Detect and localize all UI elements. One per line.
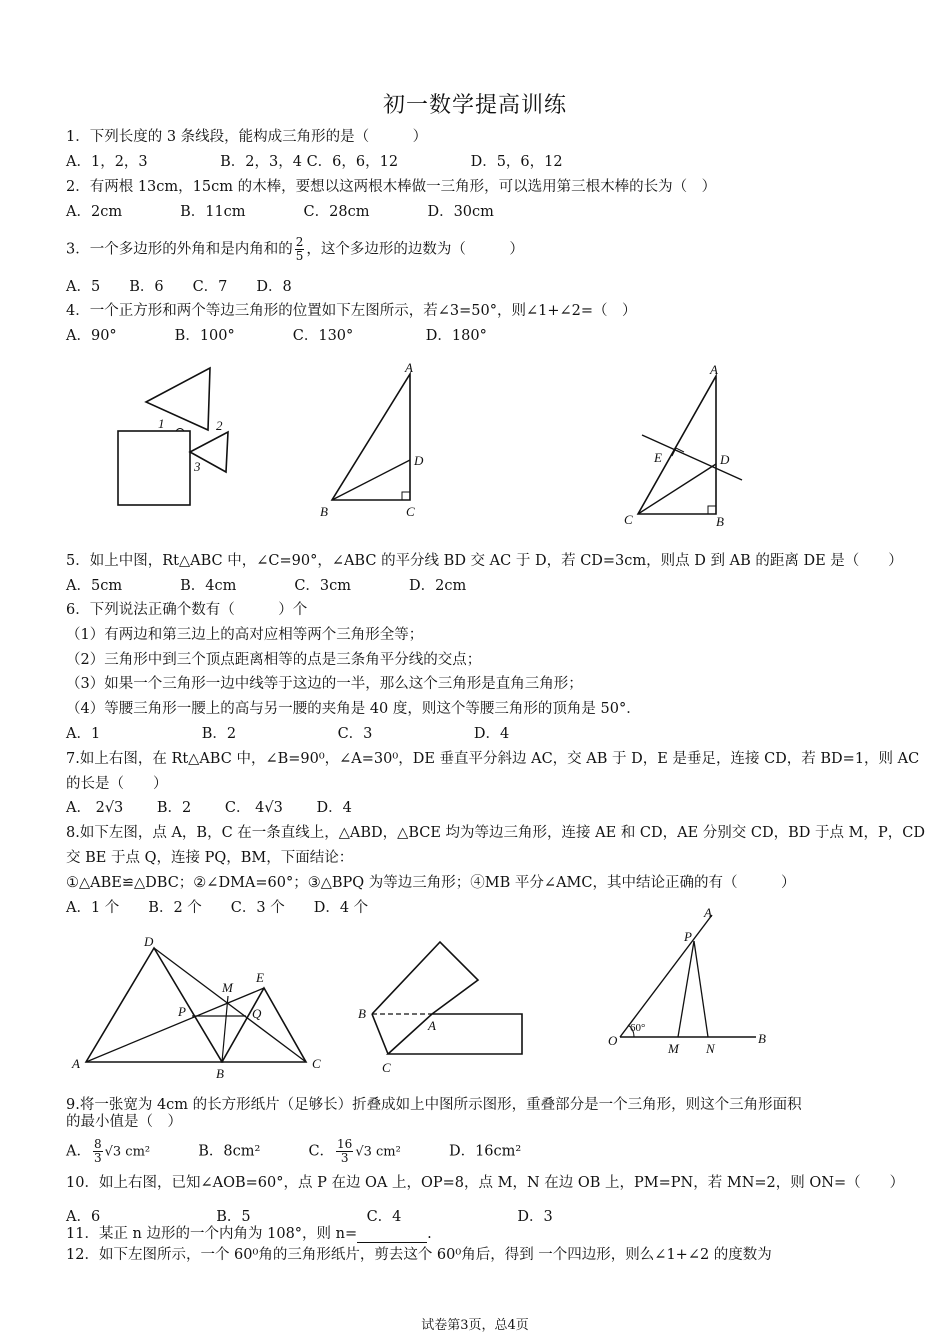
- fig1-label-2: 2: [216, 418, 223, 433]
- q8-stem-line3: ①△ABE≌△DBC；②∠DMA=60°；③△BPQ 为等边三角形；④MB 平分∠AMC，其中结论正确的有（ ）: [66, 875, 796, 891]
- q7-opt-a: A．: [66, 800, 91, 816]
- fig4-label-P: P: [178, 1004, 186, 1019]
- q8-options: A．1 个 B．2 个 C．3 个 D．4 个: [66, 900, 369, 916]
- q9-opt-a: A．: [66, 1143, 91, 1160]
- q1-options: A．1，2，3 B．2，3，4 C．6，6，12 D．5，6，12: [66, 154, 563, 170]
- q11-answer-blank[interactable]: [357, 1228, 427, 1243]
- q6-item-1: （1）有两边和第三边上的高对应相等两个三角形全等；: [66, 627, 424, 643]
- fig4-label-Q: Q: [252, 1006, 262, 1021]
- fig4-label-A: A: [72, 1056, 80, 1071]
- fig3-label-C: C: [624, 512, 633, 527]
- q3-frac-den: 5: [295, 249, 304, 263]
- fig2-label-D: D: [414, 453, 424, 468]
- q9-stem-line2: 的最小值是（ ）: [66, 1114, 182, 1130]
- q7-opt-c-value: 4√3: [255, 800, 283, 816]
- fig2-label-A: A: [405, 360, 413, 375]
- fig2-label-B: B: [320, 504, 328, 519]
- figure-angle-aob: [600, 905, 780, 1060]
- q10-options: A．6 B．5 C．4 D．3: [66, 1209, 553, 1225]
- fig2-label-C: C: [406, 504, 415, 519]
- figure-square-triangles: [100, 360, 260, 520]
- q10-stem: 10．如上右图，已知∠AOB=60°，点 P 在边 OA 上，OP=8，点 M，N 在边 OB 上，PM=PN，若 MN=2，则 ON=（ ）: [66, 1175, 905, 1191]
- q7-opt-b: B．2: [156, 800, 192, 816]
- q9-options: [66, 1138, 521, 1165]
- fig1-label-3: 3: [194, 459, 201, 474]
- fig6-label-N: N: [706, 1041, 715, 1056]
- fig3-label-A: A: [710, 362, 718, 377]
- q9-opt-c-tail: √3 cm²: [355, 1144, 401, 1160]
- q9-stem-line1: 9.将一张宽为 4cm 的长方形纸片（足够长）折叠成如上中图所示图形，重叠部分是一个三角形，则这个三角形面积: [66, 1097, 802, 1113]
- q9-opt-c: C．: [308, 1143, 335, 1160]
- q3-fraction: [295, 236, 305, 263]
- q1-stem: 1．下列长度的 3 条线段，能构成三角形的是（ ）: [66, 129, 428, 145]
- fig5-label-C: C: [382, 1060, 391, 1075]
- page-footer: 试卷第3页，总4页: [421, 1318, 529, 1333]
- figure-rt-triangle-bisector: [310, 360, 430, 525]
- q11-stem: [66, 1225, 432, 1243]
- q6-stem: 6．下列说法正确个数有（ ）个: [66, 602, 308, 618]
- q9-opt-c-num: 16: [337, 1137, 353, 1151]
- q6-item-2: （2）三角形中到三个顶点距离相等的点是三条角平分线的交点；: [66, 652, 482, 668]
- figure-rt-triangle-perp-bisector: [610, 360, 750, 530]
- q9-opt-c-frac: [336, 1138, 353, 1165]
- q12-stem: 12．如下左图所示，一个 60⁰角的三角形纸片，剪去这个 60⁰角后，得到 一个四边形，则么∠1+∠2 的度数为: [66, 1247, 772, 1263]
- fig4-label-C: C: [312, 1056, 321, 1071]
- q3-options: A．5 B．6 C．7 D．8: [66, 279, 292, 295]
- q2-options: A．2cm B．11cm C．28cm D．30cm: [66, 204, 494, 220]
- fig1-label-1: 1: [158, 416, 165, 431]
- q8-stem-line2: 交 BE 于点 Q，连接 PQ，BM，下面结论：: [66, 850, 354, 866]
- fig6-label-P: P: [684, 929, 692, 944]
- fig6-label-O: O: [608, 1033, 618, 1048]
- q8-stem-line1: 8.如下左图，点 A，B，C 在一条直线上，△ABD，△BCE 均为等边三角形，连接 AE 和 CD，AE 分别交 CD，BD 于点 M，P，CD: [66, 825, 925, 841]
- q7-opt-c: C．: [224, 800, 251, 816]
- page-title: 初一数学提高训练: [382, 93, 567, 118]
- q3-stem-b: ，这个多边形的边数为（ ）: [306, 241, 524, 258]
- q5-stem: 5．如上中图，Rt△ABC 中，∠C=90°，∠ABC 的平分线 BD 交 AC 于 D，若 CD=3cm，则点 D 到 AB 的距离 DE 是（ ）: [66, 553, 903, 569]
- q4-options: A．90° B．100° C．130° D．180°: [66, 328, 487, 344]
- q9-opt-a-num: 8: [93, 1137, 102, 1151]
- q9-opt-a-frac: [93, 1138, 103, 1165]
- q5-options: A．5cm B．4cm C．3cm D．2cm: [66, 578, 467, 594]
- figure-equilateral-triangles: [68, 930, 338, 1080]
- q6-options: A．1 B．2 C．3 D．4: [66, 726, 510, 742]
- q3-stem-a: 3．一个多边形的外角和是内角和的: [66, 241, 293, 258]
- fig5-label-B: B: [358, 1006, 366, 1021]
- fig6-label-M: M: [668, 1041, 679, 1056]
- q7-opt-a-value: 2√3: [95, 800, 124, 816]
- q3-frac-num: 2: [295, 235, 304, 249]
- q7-options: [66, 799, 352, 817]
- q7-stem-line1: 7.如上右图，在 Rt△ABC 中，∠B=90⁰，∠A=30⁰，DE 垂直平分斜边 AC，交 AB 于 D，E 是垂足，连接 CD，若 BD=1，则 AC: [66, 751, 920, 767]
- q11-stem-a: 11．某正 n 边形的一个内角为 108°，则 n=: [66, 1226, 358, 1242]
- fig6-label-angle: 60°: [630, 1022, 646, 1034]
- q6-item-4: （4）等腰三角形一腰上的高与另一腰的夹角是 40 度，则这个等腰三角形的顶角是 50°．: [66, 701, 641, 717]
- q7-stem-line2: 的长是（ ）: [66, 776, 168, 792]
- q7-opt-d: D．4: [316, 800, 352, 816]
- fig3-label-B: B: [716, 514, 724, 529]
- fig4-label-M: M: [222, 980, 233, 995]
- fig3-label-D: D: [720, 452, 730, 467]
- q9-opt-b: B．8cm²: [198, 1143, 261, 1160]
- fig6-label-B: B: [758, 1031, 766, 1046]
- q11-stem-b: .: [427, 1226, 432, 1242]
- q3-stem: [66, 236, 524, 263]
- figure-folded-strip: [350, 932, 530, 1082]
- q6-item-3: （3）如果一个三角形一边中线等于这边的一半，那么这个三角形是直角三角形；: [66, 676, 583, 692]
- fig3-label-E: E: [654, 450, 662, 465]
- fig6-label-A: A: [704, 905, 712, 920]
- fig5-label-A: A: [428, 1018, 436, 1033]
- fig4-label-B: B: [216, 1066, 224, 1080]
- q4-stem: 4．一个正方形和两个等边三角形的位置如下左图所示，若∠3=50°，则∠1+∠2=（ ）: [66, 303, 637, 319]
- q2-stem: 2．有两根 13cm，15cm 的木棒，要想以这两根木棒做一三角形，可以选用第三根木棒的长为（ ）: [66, 179, 717, 195]
- q9-opt-a-tail: √3 cm²: [104, 1144, 151, 1160]
- q9-opt-c-den: 3: [340, 1151, 349, 1165]
- fig4-label-E: E: [256, 970, 264, 985]
- q9-opt-d: D．16cm²: [448, 1143, 522, 1160]
- q9-opt-a-den: 3: [93, 1151, 102, 1165]
- fig4-label-D: D: [144, 934, 154, 949]
